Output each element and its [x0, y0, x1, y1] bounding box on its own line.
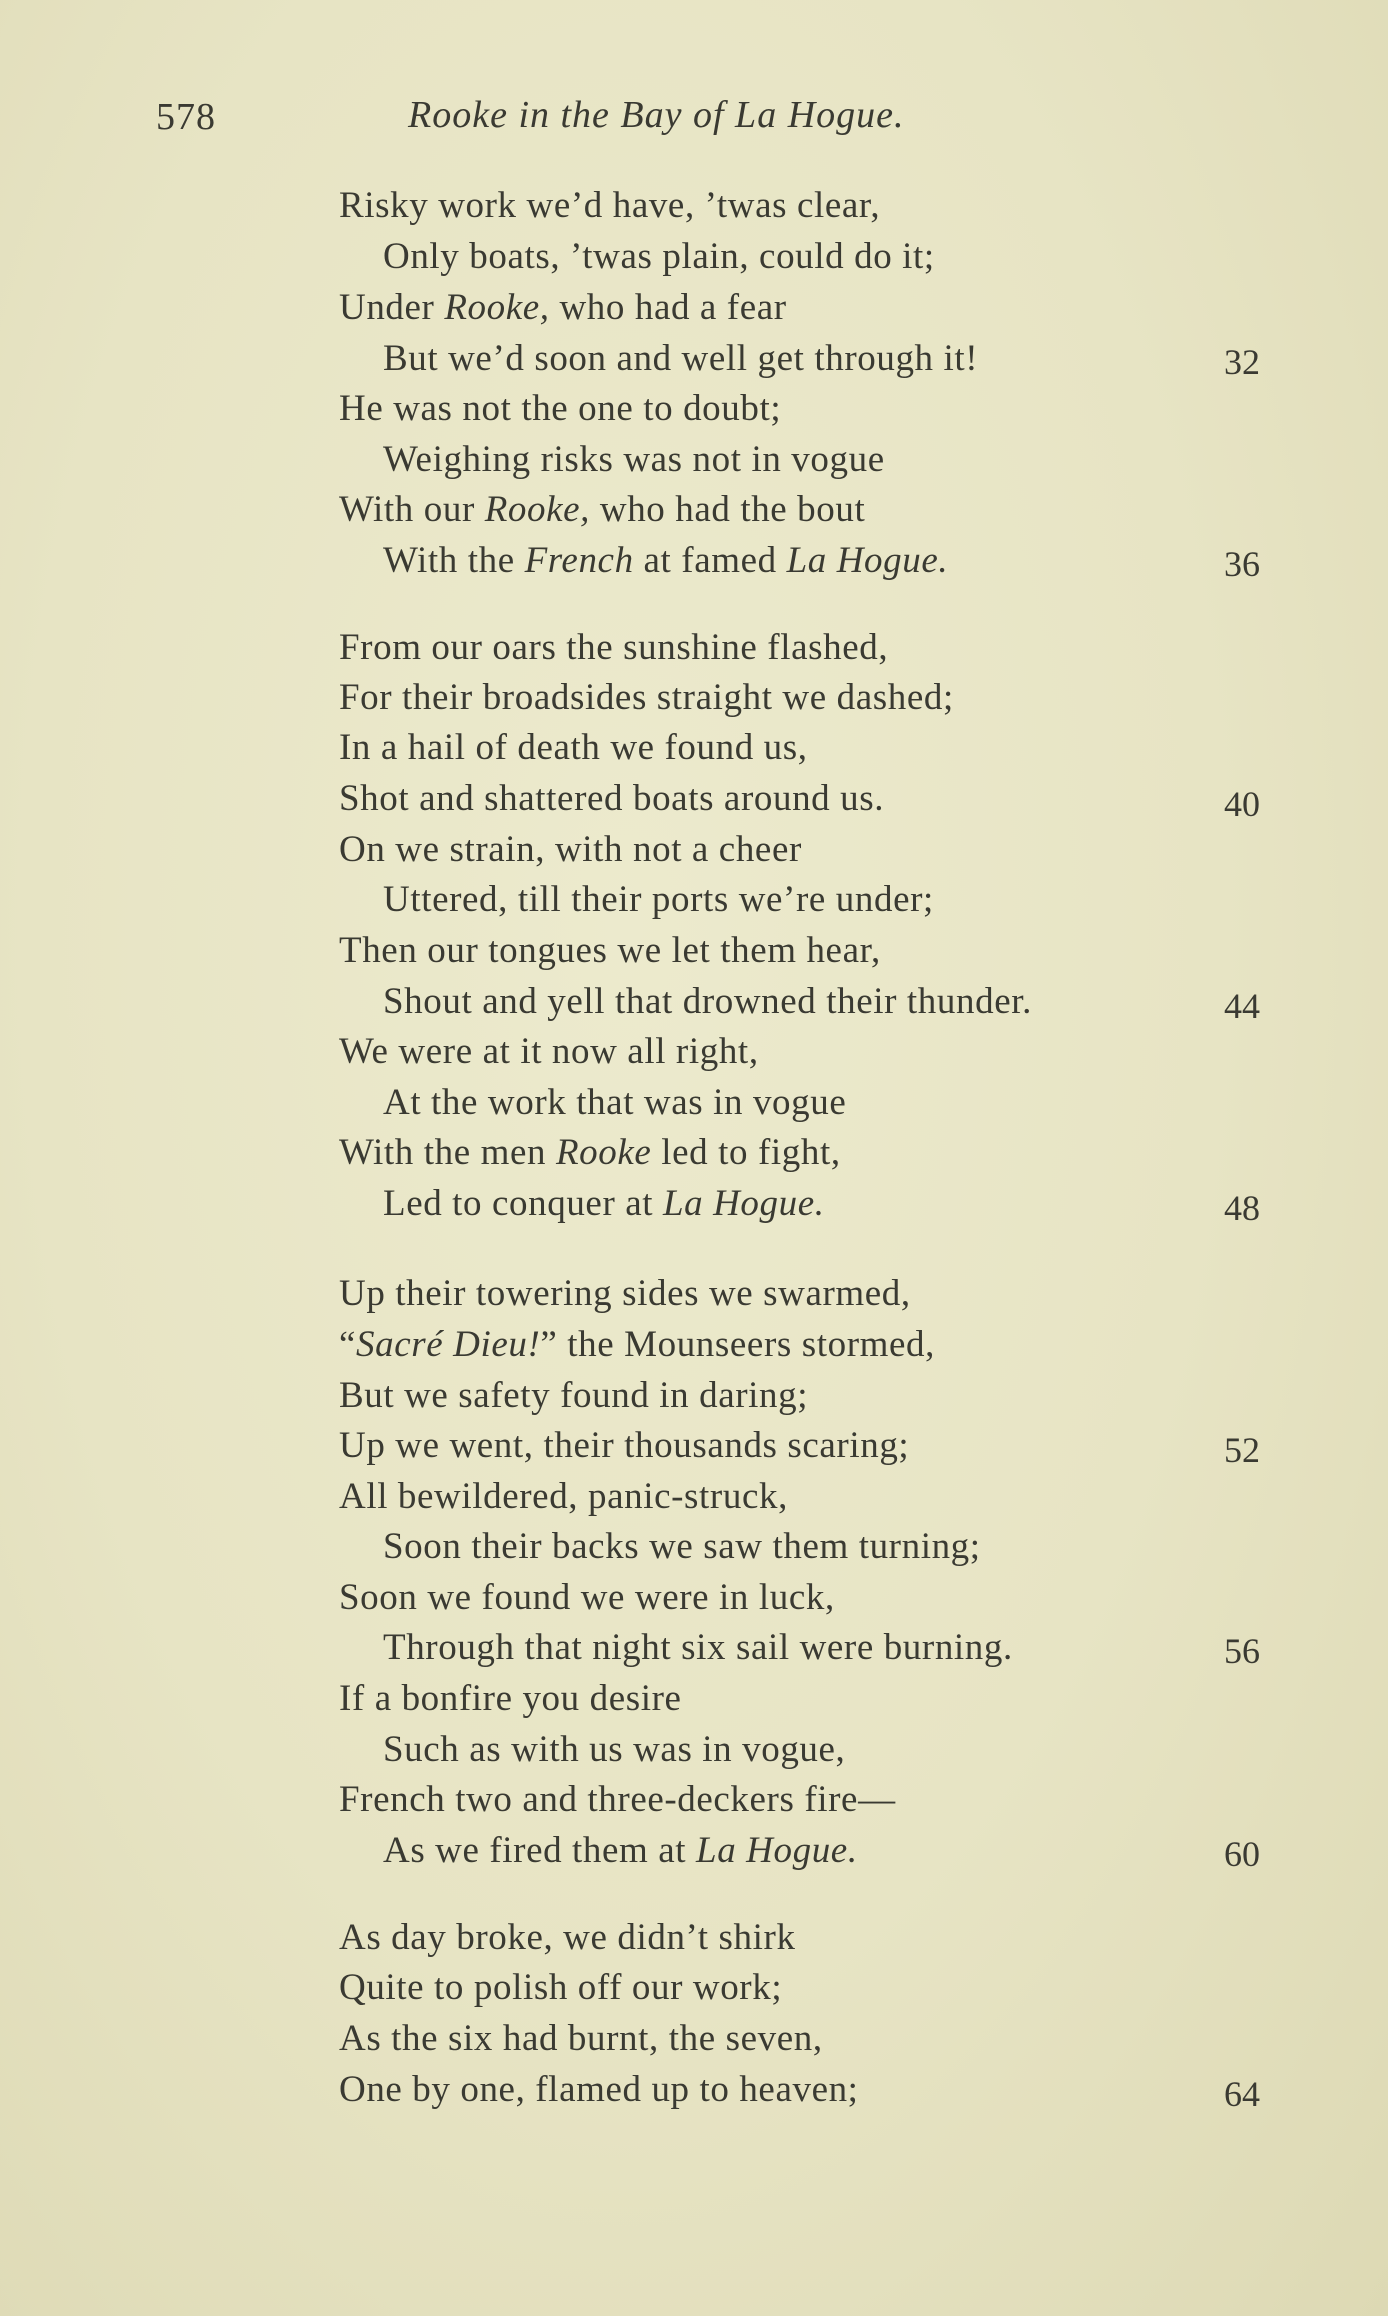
poem-line: As day broke, we didn’t shirk	[339, 1917, 796, 1958]
poem-line: Risky work we’d have, ’twas clear,	[339, 185, 881, 226]
poem-line: Uttered, till their ports we’re under;	[383, 879, 934, 920]
poem-line: Under Rooke, who had a fear	[339, 287, 787, 328]
line-number: 52	[1224, 1430, 1260, 1470]
poem-line: He was not the one to doubt;	[339, 388, 782, 429]
line-number: 56	[1224, 1631, 1260, 1671]
poem-line: Then our tongues we let them hear,	[339, 930, 881, 971]
poem-line: French two and three-deckers fire—	[339, 1779, 896, 1820]
poem-line: Soon we found we were in luck,	[339, 1577, 835, 1618]
line-number: 64	[1224, 2074, 1260, 2114]
line-number: 60	[1224, 1834, 1260, 1874]
line-number: 44	[1224, 986, 1260, 1026]
poem-line: As the six had burnt, the seven,	[339, 2018, 823, 2059]
poem-line: With the men Rooke led to fight,	[339, 1132, 841, 1173]
poem-line: For their broadsides straight we dashed;	[339, 677, 954, 718]
poem-line: On we strain, with not a cheer	[339, 829, 802, 870]
poem-line: Up their towering sides we swarmed,	[339, 1273, 911, 1314]
poem-line: With our Rooke, who had the bout	[339, 489, 866, 530]
poem-line: One by one, flamed up to heaven;	[339, 2069, 859, 2110]
poem-line: From our oars the sunshine flashed,	[339, 627, 889, 668]
poem-line: Up we went, their thousands scaring;	[339, 1425, 910, 1466]
poem-line: In a hail of death we found us,	[339, 727, 808, 768]
line-number: 40	[1224, 784, 1260, 824]
poem-line: Through that night six sail were burning.	[383, 1627, 1013, 1668]
poem-line: But we’d soon and well get through it!	[383, 338, 979, 379]
poem-line: As we fired them at La Hogue.	[383, 1830, 858, 1871]
poem-line: With the French at famed La Hogue.	[383, 540, 949, 581]
poem-line: Weighing risks was not in vogue	[383, 439, 885, 480]
line-number: 36	[1224, 544, 1260, 584]
line-number: 32	[1224, 342, 1260, 382]
poem-line: But we safety found in daring;	[339, 1375, 809, 1416]
poem-line: Such as with us was in vogue,	[383, 1729, 846, 1770]
poem-line: At the work that was in vogue	[383, 1082, 847, 1123]
page-number: 578	[156, 96, 216, 138]
poem-line: All bewildered, panic-struck,	[339, 1476, 788, 1517]
running-title: Rooke in the Bay of La Hogue.	[408, 94, 905, 136]
poem-line: Soon their backs we saw them turning;	[383, 1526, 981, 1567]
poem-line: Shout and yell that drowned their thunder.	[383, 981, 1032, 1022]
poem-line: Only boats, ’twas plain, could do it;	[383, 236, 935, 277]
poem-line: Shot and shattered boats around us.	[339, 778, 885, 819]
poem-line: We were at it now all right,	[339, 1031, 759, 1072]
line-number: 48	[1224, 1188, 1260, 1228]
poem-line: Quite to polish off our work;	[339, 1967, 783, 2008]
poem-line: “Sacré Dieu!” the Mounseers stormed,	[339, 1324, 935, 1365]
poem-line: If a bonfire you desire	[339, 1678, 682, 1719]
poem-line: Led to conquer at La Hogue.	[383, 1183, 825, 1224]
